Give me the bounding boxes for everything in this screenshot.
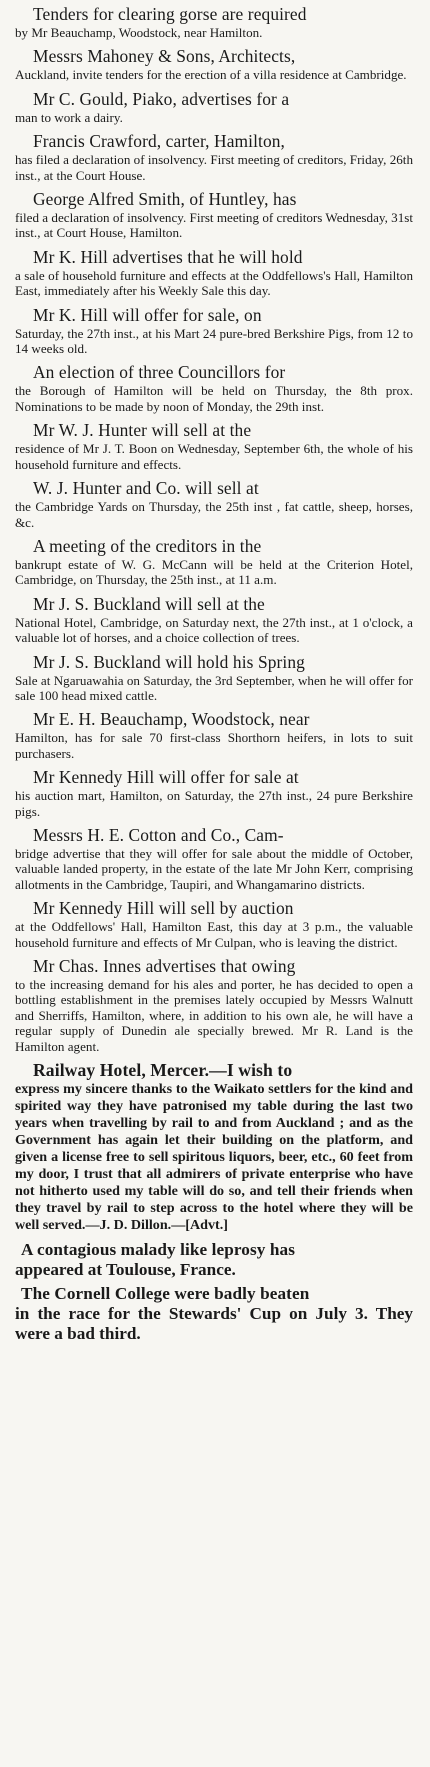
news-item-lead: A contagious malady like leprosy has bbox=[21, 1240, 296, 1260]
news-item-body: Saturday, the 27th inst., at his Mart 24 pure-bred Berkshire Pigs, from 12 to 14 weeks old. bbox=[15, 325, 413, 357]
news-item-body: has filed a declaration of insolvency. First meeting of creditors, Friday, 26th inst., at the Court House. bbox=[15, 152, 413, 183]
news-item bbox=[15, 131, 413, 183]
news-item-lead: Mr J. S. Buckland will hold his Spring bbox=[33, 651, 305, 672]
news-item-body: appeared at Toulouse, France. bbox=[15, 1260, 236, 1280]
news-item-body: man to work a dairy. bbox=[15, 109, 123, 125]
news-item bbox=[15, 536, 413, 588]
news-item-body: residence of Mr J. T. Boon on Wednesday, September 6th, the whole of his household furniture and effects. bbox=[15, 441, 413, 472]
news-item bbox=[15, 956, 413, 1054]
news-item bbox=[15, 825, 413, 892]
news-item-lead: Messrs H. E. Cotton and Co., Cam- bbox=[33, 824, 284, 845]
news-item-lead: Tenders for clearing gorse are required bbox=[33, 4, 307, 24]
news-item bbox=[15, 189, 413, 241]
news-item-body: by Mr Beauchamp, Woodstock, near Hamilton. bbox=[15, 25, 263, 40]
news-item-lead: Mr Kennedy Hill will offer for sale at bbox=[33, 767, 299, 788]
news-item-lead: Railway Hotel, Mercer.—I wish to bbox=[33, 1060, 293, 1081]
news-item bbox=[15, 362, 413, 414]
news-item-lead: Mr Kennedy Hill will sell by auction bbox=[33, 898, 294, 919]
news-item bbox=[15, 4, 413, 40]
news-item-body: Sale at Ngaruawahia on Saturday, the 3rd September, when he will offer for sale 100 head mixed cattle. bbox=[15, 672, 413, 703]
news-item-body: the Cambridge Yards on Thursday, the 25th inst , fat cattle, sheep, horses, &c. bbox=[15, 499, 413, 530]
news-item-lead: Mr K. Hill will offer for sale, on bbox=[33, 304, 262, 325]
news-item-body: to the increasing demand for his ales and porter, he has decided to open a bottling establishment in the premises lately occupied by Messrs Walnutt and Sherriffs, Hamilton, where, in addition to his own ale, he will have a regular supply of Dunedin ale specially brewed. Mr R. Land is the Hamilton agent. bbox=[15, 977, 413, 1054]
news-item bbox=[15, 767, 413, 819]
news-item-body: Auckland, invite tenders for the erection of a villa residence at Cambridge. bbox=[15, 67, 407, 83]
news-item bbox=[15, 420, 413, 472]
news-item-lead: The Cornell College were badly beaten bbox=[21, 1284, 310, 1304]
news-item-body: a sale of household furniture and effects at the Oddfellows's Hall, Hamilton East, immediately after his Weekly Sale this day. bbox=[15, 267, 413, 299]
news-item-body: filed a declaration of insolvency. First meeting of creditors Wednesday, 31st inst., at Court House, Hamilton. bbox=[15, 210, 413, 241]
news-column bbox=[15, 4, 413, 1350]
news-item-body: in the race for the Stewards' Cup on July 3. They were a bad third. bbox=[15, 1304, 413, 1344]
news-item-body: bridge advertise that they will offer for sale about the middle of October, valuable landed property, in the estate of the late Mr John Kerr, comprising allotments in the Cambridge, Taupiri, and Whangamarino districts. bbox=[15, 845, 413, 892]
news-item bbox=[15, 478, 413, 530]
news-item bbox=[15, 594, 413, 646]
news-item-body: Hamilton, has for sale 70 first-class Shorthorn heifers, in lots to suit purchasers. bbox=[15, 730, 413, 761]
news-item-body: at the Oddfellows' Hall, Hamilton East, this day at 3 p.m., the valuable household furniture and effects of Mr Culpan, who is leaving the district. bbox=[15, 919, 413, 950]
news-item-lead: Mr W. J. Hunter will sell at the bbox=[33, 420, 252, 441]
news-item bbox=[15, 305, 413, 357]
news-item-lead: A meeting of the creditors in the bbox=[33, 535, 262, 556]
news-item bbox=[15, 1060, 413, 1234]
news-item-lead: An election of three Councillors for bbox=[33, 362, 286, 383]
news-item bbox=[15, 247, 413, 299]
news-item bbox=[15, 46, 413, 82]
news-item-body: the Borough of Hamilton will be held on Thursday, the 8th prox. Nominations to be made by noon of Monday, the 29th inst. bbox=[15, 383, 413, 414]
news-item bbox=[15, 898, 413, 950]
news-item bbox=[15, 1240, 413, 1280]
news-item-lead: George Alfred Smith, of Huntley, has bbox=[33, 189, 297, 210]
news-item bbox=[15, 709, 413, 761]
news-item-body: his auction mart, Hamilton, on Saturday, the 27th inst., 24 pure Berkshire pigs. bbox=[15, 788, 413, 819]
news-item-body: express my sincere thanks to the Waikato settlers for the kind and spirited way they have patronised my table during the last two years when travelling by rail to and from Auckland ; and as the Government has again let their building on the platform, and given a license free to sell spiritous liquors, beer, etc., 60 feet from my door, I trust that all admirers of private enterprise who have not hitherto used my table will do so, and tell their friends when they travel by rail to step across to the hotel where they will be well served.—J. D. Dillon.—[Advt.] bbox=[15, 1081, 413, 1234]
news-item-lead: Messrs Mahoney & Sons, Architects, bbox=[33, 46, 296, 67]
news-item-lead: Mr J. S. Buckland will sell at the bbox=[33, 593, 265, 614]
news-item bbox=[15, 1284, 413, 1344]
news-item-lead: Mr K. Hill advertises that he will hold bbox=[33, 246, 303, 267]
news-item bbox=[15, 652, 413, 704]
news-item-lead: Mr E. H. Beauchamp, Woodstock, near bbox=[33, 709, 310, 730]
news-item-body: bankrupt estate of W. G. McCann will be held at the Criterion Hotel, Cambridge, on Thursday, the 25th inst., at 11 a.m. bbox=[15, 556, 413, 588]
news-item-lead: Mr Chas. Innes advertises that owing bbox=[33, 956, 296, 976]
news-item-lead: W. J. Hunter and Co. will sell at bbox=[33, 478, 259, 499]
news-item-lead: Mr C. Gould, Piako, advertises for a bbox=[33, 88, 290, 109]
news-item bbox=[15, 89, 413, 125]
news-item-body: National Hotel, Cambridge, on Saturday next, the 27th inst., at 1 o'clock, a valuable lot of horses, and a choice collection of trees. bbox=[15, 614, 413, 646]
news-item-lead: Francis Crawford, carter, Hamilton, bbox=[33, 131, 285, 152]
